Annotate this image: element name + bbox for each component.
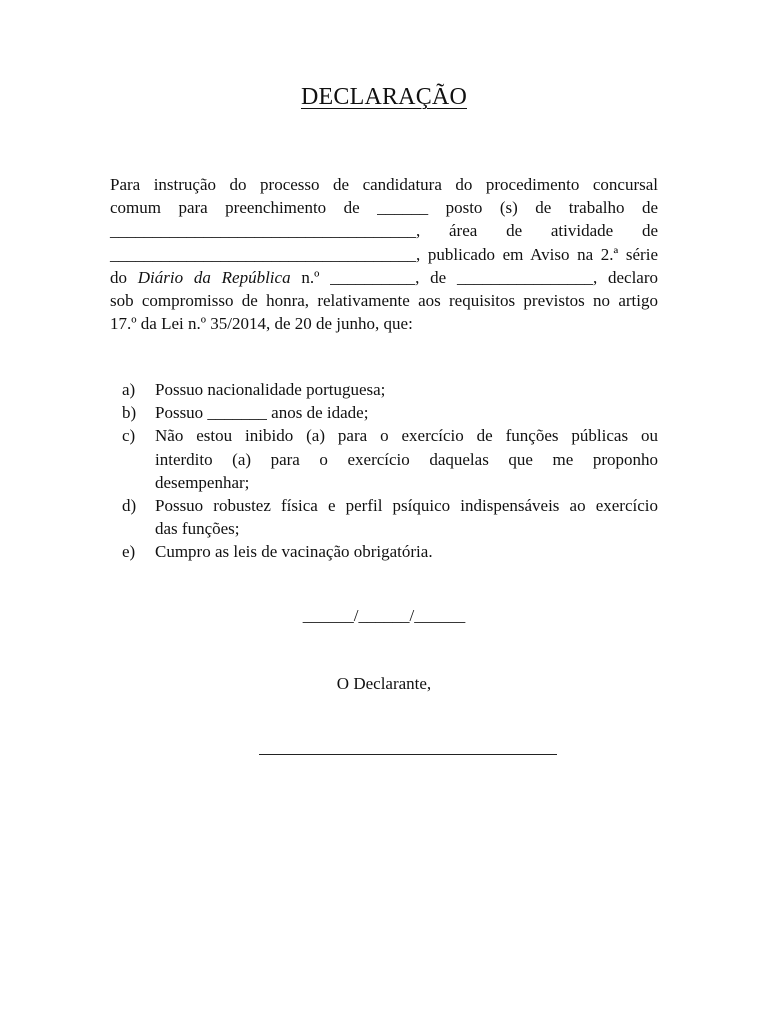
item-label: b) <box>122 403 137 423</box>
item-label: d) <box>122 496 137 516</box>
paragraph-line-6: sob compromisso de honra, relativamente aos requisitos previstos no artigo <box>110 291 658 311</box>
paragraph-line-5 <box>110 266 658 289</box>
paragraph-line-3: ____________________________________, área de atividade de <box>110 221 658 241</box>
list-item <box>110 401 658 424</box>
item-label: c) <box>122 426 136 446</box>
item-text-line: Possuo nacionalidade portuguesa; <box>155 380 386 399</box>
item-text-line: Possuo robustez física e perfil psíquico indispensáveis ao exercício <box>155 496 658 516</box>
item-text-line: das funções; <box>155 519 240 539</box>
list-item <box>110 424 658 494</box>
line5-post: n.º __________, de ________________, declaro <box>290 267 659 287</box>
item-label: a) <box>122 380 136 399</box>
paragraph-line-1: Para instrução do processo de candidatura do procedimento concursal <box>110 175 658 194</box>
list-item <box>110 540 658 563</box>
item-text-line: Possuo _______ anos de idade; <box>155 403 369 423</box>
declaration-paragraph <box>110 173 658 335</box>
item-label: e) <box>122 542 136 562</box>
item-text-line: Não estou inibido (a) para o exercício de funções públicas ou <box>155 426 658 446</box>
requirements-list <box>110 378 658 564</box>
list-item <box>110 378 658 401</box>
declarant-label: O Declarante, <box>336 674 432 693</box>
item-text-line: interdito (a) para o exercício daquelas que me proponho <box>155 449 658 469</box>
line5-pre: do <box>110 267 138 287</box>
item-text-line: Cumpro as leis de vacinação obrigatória. <box>155 542 433 562</box>
date-placeholder: ______/______/______ <box>302 606 466 625</box>
item-text-line: desempenhar; <box>155 472 250 492</box>
signature-line <box>259 754 557 755</box>
paragraph-line-7: 17.º da Lei n.º 35/2014, de 20 de junho, que: <box>110 314 413 334</box>
document-title: DECLARAÇÃO <box>300 84 467 110</box>
diario-republica-italic: Diário da República <box>137 267 291 287</box>
paragraph-line-2: comum para preenchimento de ______ posto (s) de trabalho de <box>110 198 658 218</box>
list-item <box>110 494 658 540</box>
paragraph-line-4: ____________________________________, publicado em Aviso na 2.ª série <box>110 244 658 264</box>
